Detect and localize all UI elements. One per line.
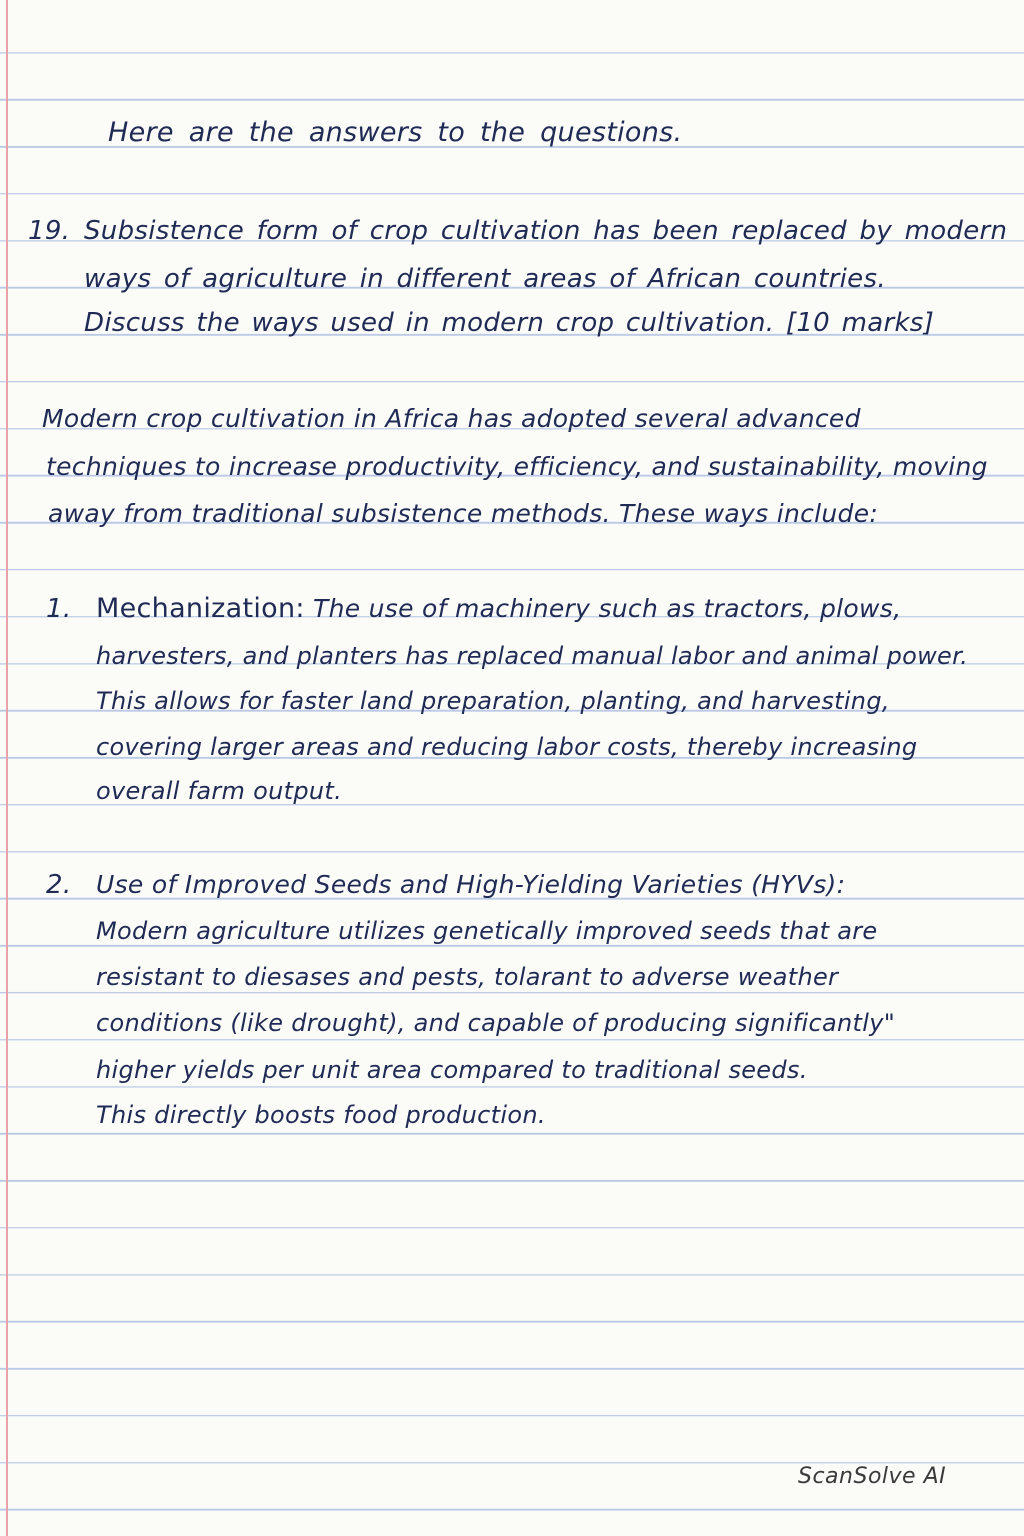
point-number: 2.	[46, 870, 72, 900]
question-line: Subsistence form of crop cultivation has been replaced by modern	[84, 216, 1008, 246]
point-line: harvesters, and planters has replaced manual labor and animal power.	[96, 642, 969, 670]
point-line: higher yields per unit area compared to traditional seeds.	[96, 1056, 808, 1084]
question-number: 19.	[28, 216, 71, 246]
answer-intro-line: techniques to increase productivity, efficiency, and sustainability, moving	[46, 452, 988, 481]
point-line: Modern agriculture utilizes genetically improved seeds that are	[96, 917, 878, 945]
point-first-line	[96, 594, 901, 624]
point-line: This allows for faster land preparation, planting, and harvesting,	[96, 687, 890, 715]
question-line: ways of agriculture in different areas of African countries.	[84, 264, 886, 294]
answer-intro-line: away from traditional subsistence methods. These ways include:	[48, 499, 879, 528]
brand-watermark: ScanSolve AI	[798, 1464, 947, 1489]
question-line: Discuss the ways used in modern crop cultivation. [10 marks]	[84, 308, 935, 338]
point-line: conditions (like drought), and capable of producing significantly"	[96, 1009, 896, 1037]
point-first-line: Use of Improved Seeds and High-Yielding Varieties (HYVs):	[96, 870, 846, 899]
intro-text: Here are the answers to the questions.	[108, 117, 683, 148]
point-line: This directly boosts food production.	[96, 1101, 546, 1129]
point-number: 1.	[46, 594, 72, 624]
margin-line	[6, 0, 8, 1536]
point-first-line-text: The use of machinery such as tractors, plows,	[304, 594, 902, 623]
point-line: overall farm output.	[96, 777, 343, 805]
point-term: Mechanization:	[96, 593, 305, 624]
point-line: resistant to diesases and pests, tolarant to adverse weather	[96, 963, 839, 991]
point-line: covering larger areas and reducing labor costs, thereby increasing	[96, 733, 918, 761]
answer-intro-line: Modern crop cultivation in Africa has adopted several advanced	[42, 404, 861, 433]
